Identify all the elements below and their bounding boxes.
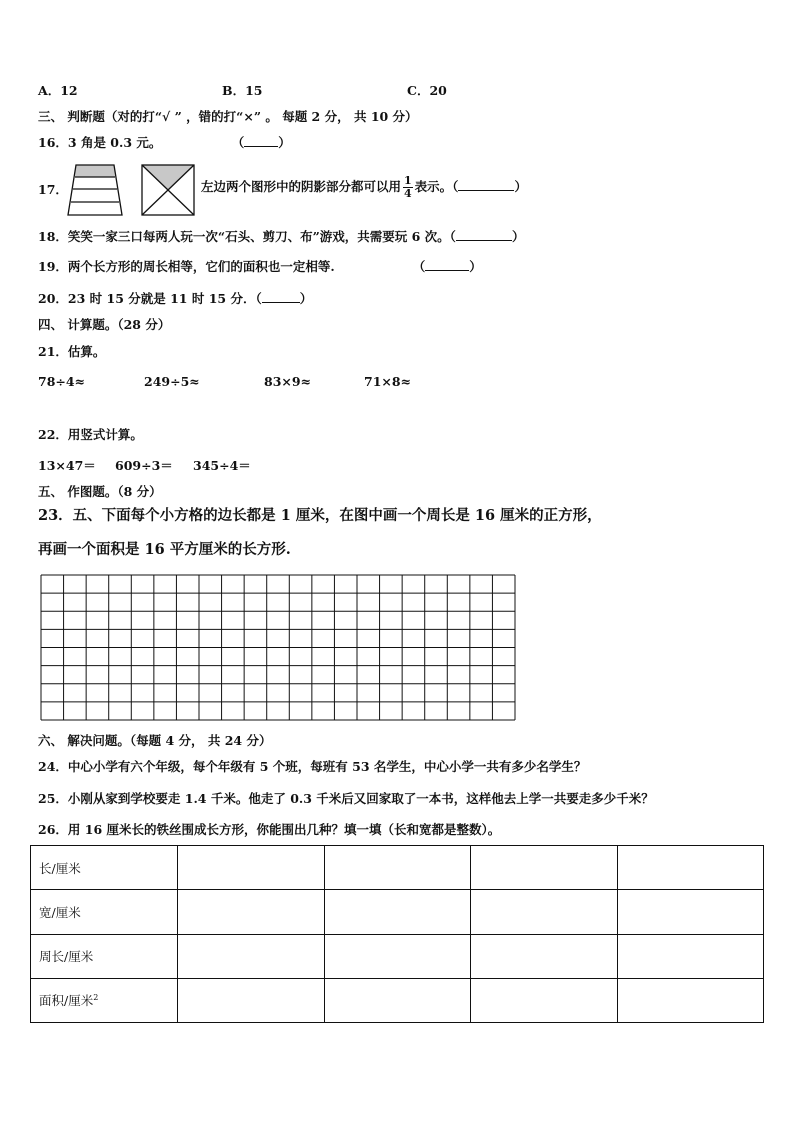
row-header-length: 长/厘米 bbox=[31, 846, 178, 890]
answer-blank-16[interactable] bbox=[244, 135, 278, 147]
question-16-paren-open: （ bbox=[231, 135, 245, 150]
table-cell[interactable] bbox=[324, 846, 471, 890]
table-cell[interactable] bbox=[617, 978, 764, 1022]
square-figure bbox=[142, 165, 194, 215]
answer-blank-19[interactable] bbox=[425, 259, 469, 271]
table-row bbox=[31, 890, 764, 934]
option-a: A．12 bbox=[38, 83, 78, 98]
table-cell[interactable] bbox=[178, 934, 325, 978]
question-22-title: 22．用竖式计算。 bbox=[38, 427, 143, 442]
area-unit-superscript: 2 bbox=[93, 993, 99, 1003]
question-23-line-1: 23．五、下面每个小方格的边长都是 1 厘米，在图中画一个周长是 16 厘米的正方形， bbox=[38, 507, 602, 524]
question-17: 左边两个图形中的阴影部分都可以用 $\frac{1}{4}$ 表示。（ ） bbox=[201, 174, 527, 200]
table-row bbox=[31, 846, 764, 890]
vertical-calc-item: 345÷4＝ bbox=[193, 458, 251, 473]
table-cell[interactable] bbox=[324, 978, 471, 1022]
question-20-text: 20．23 时 15 分就是 11 时 15 分．（ bbox=[38, 291, 262, 306]
table-cell[interactable] bbox=[178, 978, 325, 1022]
question-17-number: 17． bbox=[38, 182, 68, 197]
section-6-title: 六、 解决问题。（每题 4 分， 共 24 分） bbox=[38, 733, 272, 748]
option-b: B．15 bbox=[222, 83, 263, 98]
question-17-text: 左边两个图形中的阴影部分都可以用 bbox=[201, 179, 402, 194]
square-shaded-part bbox=[142, 165, 194, 190]
question-16-paren-close: ） bbox=[278, 135, 291, 150]
question-18-text: 18．笑笑一家三口每两人玩一次“石头、剪刀、布”游戏，共需要玩 6 次。（ bbox=[38, 229, 456, 244]
table-row bbox=[31, 934, 764, 978]
question-24-text: 24．中心小学有六个年级，每个年级有 5 个班，每班有 53 名学生，中心小学一共有多少名学生？ bbox=[38, 759, 587, 774]
table-cell[interactable] bbox=[471, 934, 618, 978]
table-cell[interactable] bbox=[471, 978, 618, 1022]
question-23-line-2: 再画一个面积是 16 平方厘米的长方形. bbox=[38, 541, 291, 558]
estimate-item: 71×8≈ bbox=[364, 374, 412, 389]
answer-blank-20[interactable] bbox=[262, 291, 300, 303]
section-4-title: 四、 计算题。（28 分） bbox=[38, 317, 171, 332]
question-17-figures bbox=[66, 163, 200, 219]
question-16-text: 16．3 角是 0.3 元。 bbox=[38, 135, 162, 150]
table-cell[interactable] bbox=[617, 934, 764, 978]
section-3-title: 三、 判断题（对的打“√ ” ，错的打“×” 。 每题 2 分， 共 10 分） bbox=[38, 109, 418, 124]
answer-blank-18[interactable] bbox=[456, 229, 512, 241]
option-c: C．20 bbox=[407, 83, 447, 98]
table-cell[interactable] bbox=[178, 890, 325, 934]
table-cell[interactable] bbox=[471, 846, 618, 890]
estimate-item: 83×9≈ bbox=[264, 374, 312, 389]
answer-blank-17[interactable] bbox=[458, 179, 514, 191]
estimate-item: 78÷4≈ bbox=[38, 374, 86, 389]
trapezoid-figure bbox=[68, 165, 122, 215]
trapezoid-shaded-part bbox=[75, 165, 115, 177]
question-18: 18．笑笑一家三口每两人玩一次“石头、剪刀、布”游戏，共需要玩 6 次。（ ） bbox=[38, 229, 525, 244]
row-header-perimeter: 周长/厘米 bbox=[31, 934, 178, 978]
question-21-title: 21．估算。 bbox=[38, 344, 106, 359]
section-5-title: 五、 作图题。（8 分） bbox=[38, 484, 162, 499]
drawing-grid[interactable] bbox=[40, 574, 516, 721]
estimate-item: 249÷5≈ bbox=[144, 374, 200, 389]
question-20: 20．23 时 15 分就是 11 时 15 分．（ ） bbox=[38, 291, 313, 306]
table-cell[interactable] bbox=[617, 846, 764, 890]
question-19-text: 19．两个长方形的周长相等，它们的面积也一定相等. bbox=[38, 259, 335, 274]
table-cell[interactable] bbox=[617, 890, 764, 934]
table-cell[interactable] bbox=[471, 890, 618, 934]
question-19: 19．两个长方形的周长相等，它们的面积也一定相等. （ ） bbox=[38, 259, 482, 274]
vertical-calc-item: 609÷3＝ bbox=[115, 458, 173, 473]
vertical-calc-item: 13×47＝ bbox=[38, 458, 96, 473]
table-cell[interactable] bbox=[324, 890, 471, 934]
question-26-text: 26．用 16 厘米长的铁丝围成长方形，你能围出几种？填一填（长和宽都是整数）。 bbox=[38, 822, 501, 837]
question-16 bbox=[38, 135, 291, 151]
table-cell[interactable] bbox=[178, 846, 325, 890]
rectangle-table bbox=[30, 845, 764, 1023]
fraction-one-quarter: $\frac{1}{4}$ bbox=[404, 174, 412, 200]
table-row bbox=[31, 978, 764, 1022]
table-cell[interactable] bbox=[324, 934, 471, 978]
question-17-tail: 表示。（ bbox=[414, 179, 459, 194]
row-header-area: 面积/厘米$^2$ bbox=[31, 978, 178, 1022]
question-25-text: 25．小刚从家到学校要走 1.4 千米。他走了 0.3 千米后又回家取了一本书，这样他去上学一共要走多少千米？ bbox=[38, 791, 654, 806]
row-header-width: 宽/厘米 bbox=[31, 890, 178, 934]
